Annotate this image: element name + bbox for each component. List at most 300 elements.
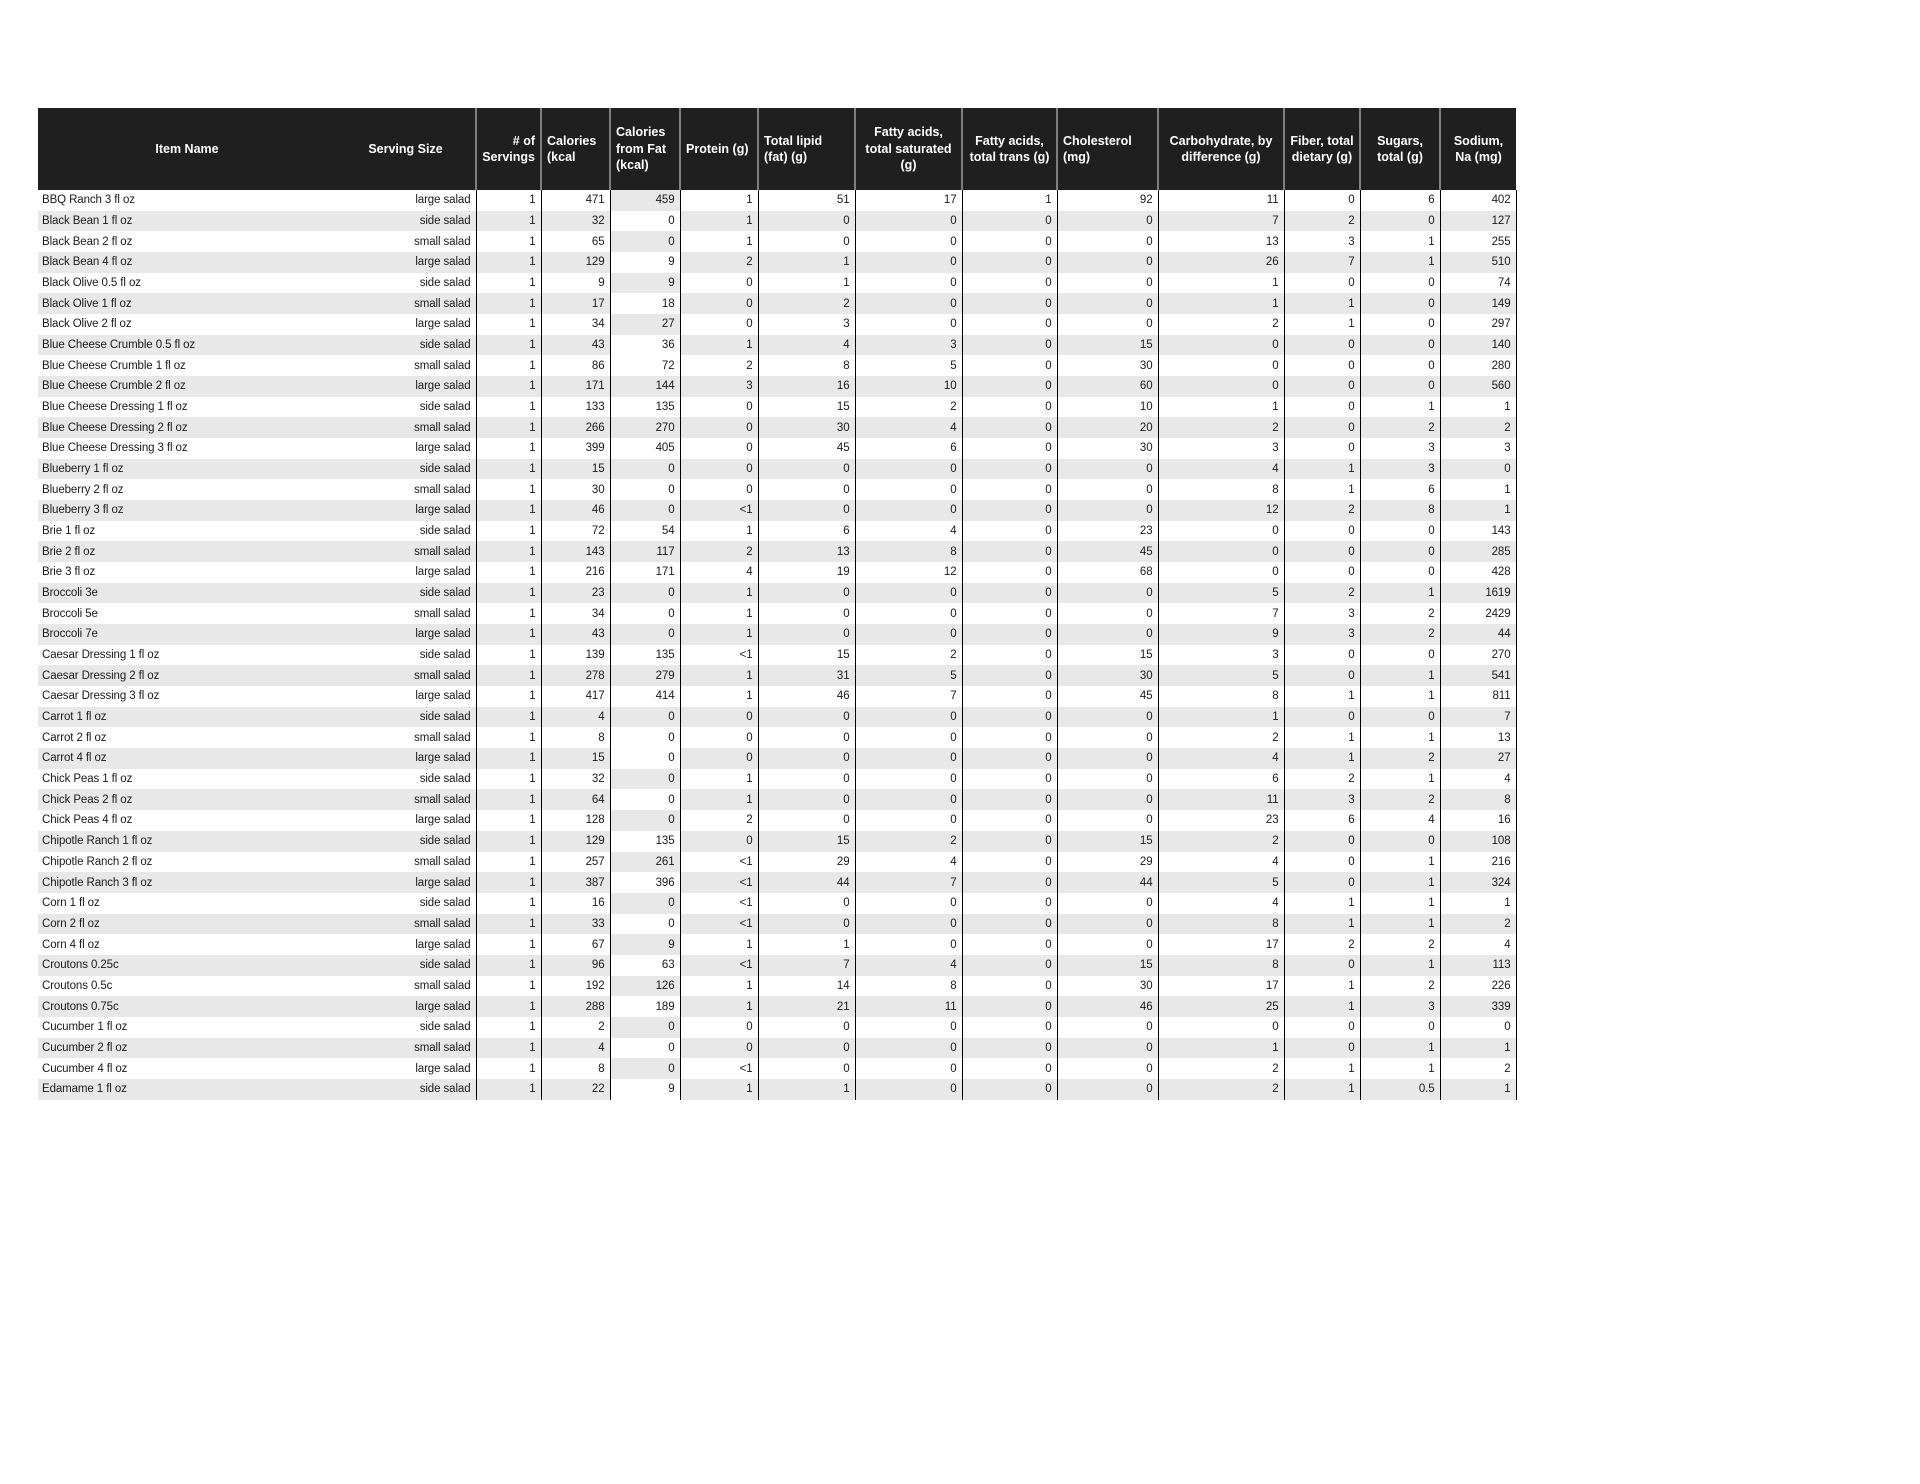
table-cell-calories-from-fat: 135 (610, 645, 680, 666)
table-cell-serving-size: small salad (336, 665, 476, 686)
table-cell-calories-from-fat: 396 (610, 872, 680, 893)
table-cell-num-servings: 1 (476, 872, 541, 893)
table-cell-total-lipid: 0 (758, 893, 855, 914)
table-cell-calories: 192 (541, 976, 610, 997)
table-cell-calories: 15 (541, 748, 610, 769)
table-cell-fiber: 1 (1284, 686, 1360, 707)
table-cell-serving-size: side salad (336, 1017, 476, 1038)
table-cell-serving-size: small salad (336, 479, 476, 500)
table-cell-num-servings: 1 (476, 397, 541, 418)
table-cell-sodium: 2429 (1440, 603, 1516, 624)
table-cell-sugars: 0 (1360, 273, 1440, 294)
item-name-cell: Blue Cheese Dressing 3 fl oz (38, 438, 336, 459)
table-cell-num-servings: 1 (476, 190, 541, 211)
table-cell-calories: 32 (541, 769, 610, 790)
table-cell-carbohydrate: 1 (1158, 397, 1284, 418)
table-cell-calories-from-fat: 0 (610, 914, 680, 935)
table-cell-protein: 0 (680, 273, 758, 294)
table-cell-fatty-acids-trans: 0 (962, 707, 1057, 728)
table-cell-sugars: 3 (1360, 459, 1440, 480)
table-cell-serving-size: large salad (336, 438, 476, 459)
table-cell-fatty-acids-saturated: 0 (855, 459, 962, 480)
table-cell-carbohydrate: 4 (1158, 459, 1284, 480)
table-cell-sugars: 3 (1360, 438, 1440, 459)
table-row (38, 769, 1516, 790)
table-cell-fatty-acids-trans: 0 (962, 273, 1057, 294)
table-cell-fiber: 0 (1284, 417, 1360, 438)
table-cell-fiber: 1 (1284, 996, 1360, 1017)
table-cell-sugars: 0 (1360, 355, 1440, 376)
item-name-cell: Blue Cheese Crumble 2 fl oz (38, 376, 336, 397)
table-cell-num-servings: 1 (476, 810, 541, 831)
table-cell-serving-size: large salad (336, 562, 476, 583)
table-cell-protein: 0 (680, 748, 758, 769)
table-cell-fatty-acids-saturated: 12 (855, 562, 962, 583)
table-cell-sodium: 280 (1440, 355, 1516, 376)
table-cell-fiber: 6 (1284, 810, 1360, 831)
table-cell-calories: 8 (541, 1058, 610, 1079)
table-cell-fatty-acids-trans: 0 (962, 872, 1057, 893)
table-cell-calories-from-fat: 0 (610, 1038, 680, 1059)
table-cell-sodium: 510 (1440, 252, 1516, 273)
table-cell-num-servings: 1 (476, 541, 541, 562)
table-cell-serving-size: side salad (336, 769, 476, 790)
table-cell-fatty-acids-saturated: 10 (855, 376, 962, 397)
table-cell-calories: 2 (541, 1017, 610, 1038)
table-cell-protein: 1 (680, 335, 758, 356)
table-cell-num-servings: 1 (476, 583, 541, 604)
table-cell-serving-size: side salad (336, 397, 476, 418)
table-cell-cholesterol: 0 (1057, 893, 1158, 914)
table-cell-fiber: 2 (1284, 500, 1360, 521)
table-cell-fatty-acids-trans: 0 (962, 252, 1057, 273)
table-cell-protein: 1 (680, 211, 758, 232)
table-cell-fiber: 0 (1284, 872, 1360, 893)
table-cell-fatty-acids-saturated: 7 (855, 872, 962, 893)
table-cell-protein: 0 (680, 1038, 758, 1059)
table-cell-sodium: 140 (1440, 335, 1516, 356)
table-cell-serving-size: large salad (336, 376, 476, 397)
table-cell-sugars: 1 (1360, 397, 1440, 418)
table-cell-carbohydrate: 7 (1158, 211, 1284, 232)
table-cell-sodium: 0 (1440, 1017, 1516, 1038)
table-cell-fatty-acids-trans: 0 (962, 541, 1057, 562)
table-row (38, 934, 1516, 955)
table-cell-sodium: 297 (1440, 314, 1516, 335)
table-cell-sodium: 13 (1440, 727, 1516, 748)
table-cell-fatty-acids-trans: 0 (962, 335, 1057, 356)
table-cell-total-lipid: 45 (758, 438, 855, 459)
item-name-cell: Corn 1 fl oz (38, 893, 336, 914)
table-cell-calories-from-fat: 135 (610, 397, 680, 418)
table-row (38, 355, 1516, 376)
table-cell-sodium: 74 (1440, 273, 1516, 294)
table-cell-total-lipid: 31 (758, 665, 855, 686)
table-cell-carbohydrate: 2 (1158, 1079, 1284, 1100)
table-cell-fatty-acids-trans: 0 (962, 521, 1057, 542)
table-cell-sugars: 1 (1360, 872, 1440, 893)
table-cell-fatty-acids-trans: 0 (962, 893, 1057, 914)
table-cell-carbohydrate: 5 (1158, 872, 1284, 893)
table-cell-total-lipid: 0 (758, 583, 855, 604)
table-cell-calories: 399 (541, 438, 610, 459)
table-cell-total-lipid: 0 (758, 769, 855, 790)
table-cell-sugars: 0 (1360, 1017, 1440, 1038)
table-cell-total-lipid: 0 (758, 727, 855, 748)
table-cell-sugars: 1 (1360, 686, 1440, 707)
table-cell-fiber: 1 (1284, 1058, 1360, 1079)
table-cell-sodium: 16 (1440, 810, 1516, 831)
table-cell-fatty-acids-saturated: 11 (855, 996, 962, 1017)
item-name-cell: Carrot 1 fl oz (38, 707, 336, 728)
table-cell-serving-size: large salad (336, 314, 476, 335)
table-cell-num-servings: 1 (476, 603, 541, 624)
item-name-cell: Corn 2 fl oz (38, 914, 336, 935)
table-cell-serving-size: large salad (336, 748, 476, 769)
table-cell-fatty-acids-saturated: 0 (855, 789, 962, 810)
table-cell-protein: 1 (680, 231, 758, 252)
item-name-cell: Corn 4 fl oz (38, 934, 336, 955)
table-cell-calories-from-fat: 0 (610, 1058, 680, 1079)
table-cell-calories-from-fat: 126 (610, 976, 680, 997)
table-cell-fatty-acids-trans: 0 (962, 376, 1057, 397)
column-header-protein: Protein (g) (680, 108, 758, 190)
table-cell-total-lipid: 44 (758, 872, 855, 893)
table-cell-serving-size: side salad (336, 211, 476, 232)
table-cell-protein: 1 (680, 624, 758, 645)
table-cell-total-lipid: 16 (758, 376, 855, 397)
table-cell-cholesterol: 0 (1057, 1079, 1158, 1100)
table-cell-fatty-acids-trans: 0 (962, 397, 1057, 418)
table-cell-protein: 0 (680, 293, 758, 314)
table-cell-calories: 86 (541, 355, 610, 376)
table-cell-total-lipid: 0 (758, 603, 855, 624)
table-cell-num-servings: 1 (476, 1058, 541, 1079)
table-cell-fatty-acids-saturated: 0 (855, 707, 962, 728)
table-cell-calories: 32 (541, 211, 610, 232)
table-cell-carbohydrate: 0 (1158, 335, 1284, 356)
table-cell-fatty-acids-trans: 0 (962, 976, 1057, 997)
table-cell-fatty-acids-trans: 0 (962, 748, 1057, 769)
table-cell-fatty-acids-saturated: 0 (855, 293, 962, 314)
table-cell-protein: 3 (680, 376, 758, 397)
item-name-cell: Broccoli 3e (38, 583, 336, 604)
table-cell-protein: 0 (680, 479, 758, 500)
table-cell-protein: 1 (680, 996, 758, 1017)
table-cell-serving-size: small salad (336, 417, 476, 438)
table-cell-num-servings: 1 (476, 376, 541, 397)
item-name-cell: Blueberry 1 fl oz (38, 459, 336, 480)
table-cell-calories-from-fat: 0 (610, 1017, 680, 1038)
table-cell-sodium: 143 (1440, 521, 1516, 542)
table-cell-sodium: 285 (1440, 541, 1516, 562)
item-name-cell: Black Bean 1 fl oz (38, 211, 336, 232)
table-cell-cholesterol: 0 (1057, 810, 1158, 831)
table-cell-calories-from-fat: 0 (610, 893, 680, 914)
item-name-cell: Cucumber 1 fl oz (38, 1017, 336, 1038)
table-cell-carbohydrate: 23 (1158, 810, 1284, 831)
table-cell-num-servings: 1 (476, 976, 541, 997)
table-cell-sugars: 1 (1360, 955, 1440, 976)
table-cell-fatty-acids-saturated: 4 (855, 852, 962, 873)
table-row (38, 293, 1516, 314)
table-cell-sugars: 0 (1360, 314, 1440, 335)
table-row (38, 707, 1516, 728)
table-cell-fatty-acids-trans: 0 (962, 769, 1057, 790)
table-cell-protein: 2 (680, 541, 758, 562)
table-cell-carbohydrate: 17 (1158, 976, 1284, 997)
table-cell-cholesterol: 0 (1057, 479, 1158, 500)
item-name-cell: Carrot 4 fl oz (38, 748, 336, 769)
table-row (38, 500, 1516, 521)
table-cell-serving-size: large salad (336, 252, 476, 273)
table-cell-calories-from-fat: 0 (610, 727, 680, 748)
table-cell-sugars: 1 (1360, 1038, 1440, 1059)
table-cell-carbohydrate: 9 (1158, 624, 1284, 645)
table-cell-fiber: 3 (1284, 624, 1360, 645)
table-cell-carbohydrate: 0 (1158, 355, 1284, 376)
table-cell-fatty-acids-saturated: 7 (855, 686, 962, 707)
table-cell-fiber: 1 (1284, 914, 1360, 935)
table-cell-serving-size: small salad (336, 355, 476, 376)
table-cell-sodium: 811 (1440, 686, 1516, 707)
table-cell-serving-size: large salad (336, 996, 476, 1017)
table-cell-cholesterol: 0 (1057, 314, 1158, 335)
table-cell-cholesterol: 45 (1057, 541, 1158, 562)
table-cell-sodium: 27 (1440, 748, 1516, 769)
table-cell-calories: 216 (541, 562, 610, 583)
table-cell-serving-size: small salad (336, 293, 476, 314)
table-cell-protein: <1 (680, 1058, 758, 1079)
table-cell-calories-from-fat: 9 (610, 1079, 680, 1100)
table-cell-fiber: 0 (1284, 645, 1360, 666)
table-cell-fatty-acids-saturated: 0 (855, 624, 962, 645)
table-cell-carbohydrate: 7 (1158, 603, 1284, 624)
table-cell-num-servings: 1 (476, 727, 541, 748)
table-cell-num-servings: 1 (476, 665, 541, 686)
table-row (38, 727, 1516, 748)
table-cell-fatty-acids-saturated: 0 (855, 1038, 962, 1059)
table-cell-calories-from-fat: 117 (610, 541, 680, 562)
table-cell-sugars: 2 (1360, 748, 1440, 769)
table-cell-fiber: 0 (1284, 438, 1360, 459)
table-cell-calories: 133 (541, 397, 610, 418)
table-cell-fatty-acids-saturated: 0 (855, 231, 962, 252)
table-cell-protein: <1 (680, 852, 758, 873)
table-cell-fatty-acids-trans: 0 (962, 831, 1057, 852)
table-cell-cholesterol: 0 (1057, 273, 1158, 294)
table-cell-cholesterol: 0 (1057, 1058, 1158, 1079)
table-cell-fiber: 2 (1284, 583, 1360, 604)
item-name-cell: Caesar Dressing 2 fl oz (38, 665, 336, 686)
table-cell-cholesterol: 15 (1057, 955, 1158, 976)
table-cell-cholesterol: 0 (1057, 748, 1158, 769)
table-cell-total-lipid: 13 (758, 541, 855, 562)
table-cell-carbohydrate: 0 (1158, 1017, 1284, 1038)
item-name-cell: Blue Cheese Crumble 1 fl oz (38, 355, 336, 376)
table-cell-calories: 33 (541, 914, 610, 935)
item-name-cell: Cucumber 4 fl oz (38, 1058, 336, 1079)
table-cell-fatty-acids-trans: 1 (962, 190, 1057, 211)
table-cell-calories-from-fat: 9 (610, 934, 680, 955)
table-cell-calories-from-fat: 189 (610, 996, 680, 1017)
table-cell-fiber: 0 (1284, 665, 1360, 686)
table-cell-protein: <1 (680, 872, 758, 893)
table-cell-sugars: 0.5 (1360, 1079, 1440, 1100)
table-cell-calories: 129 (541, 831, 610, 852)
table-cell-fatty-acids-trans: 0 (962, 479, 1057, 500)
table-cell-protein: 2 (680, 252, 758, 273)
table-cell-total-lipid: 0 (758, 231, 855, 252)
table-cell-carbohydrate: 4 (1158, 852, 1284, 873)
table-cell-total-lipid: 0 (758, 810, 855, 831)
table-cell-fiber: 1 (1284, 1079, 1360, 1100)
table-cell-total-lipid: 3 (758, 314, 855, 335)
table-cell-cholesterol: 23 (1057, 521, 1158, 542)
table-cell-serving-size: side salad (336, 893, 476, 914)
item-name-cell: Caesar Dressing 1 fl oz (38, 645, 336, 666)
table-cell-fatty-acids-saturated: 0 (855, 748, 962, 769)
table-cell-sodium: 1 (1440, 893, 1516, 914)
table-cell-fatty-acids-saturated: 0 (855, 727, 962, 748)
table-cell-fatty-acids-saturated: 3 (855, 335, 962, 356)
table-cell-total-lipid: 0 (758, 1038, 855, 1059)
table-row (38, 521, 1516, 542)
table-cell-calories-from-fat: 135 (610, 831, 680, 852)
table-cell-calories: 96 (541, 955, 610, 976)
table-cell-calories-from-fat: 0 (610, 583, 680, 604)
table-cell-calories-from-fat: 36 (610, 335, 680, 356)
table-cell-calories-from-fat: 18 (610, 293, 680, 314)
table-cell-sugars: 1 (1360, 583, 1440, 604)
table-cell-calories: 129 (541, 252, 610, 273)
table-cell-serving-size: small salad (336, 603, 476, 624)
table-cell-total-lipid: 30 (758, 417, 855, 438)
table-cell-serving-size: small salad (336, 976, 476, 997)
table-cell-fiber: 0 (1284, 335, 1360, 356)
table-cell-sodium: 0 (1440, 459, 1516, 480)
table-cell-serving-size: small salad (336, 789, 476, 810)
table-cell-fatty-acids-saturated: 0 (855, 769, 962, 790)
table-cell-serving-size: large salad (336, 686, 476, 707)
table-cell-num-servings: 1 (476, 645, 541, 666)
table-row (38, 996, 1516, 1017)
table-cell-sodium: 2 (1440, 914, 1516, 935)
table-cell-carbohydrate: 26 (1158, 252, 1284, 273)
table-cell-serving-size: small salad (336, 231, 476, 252)
table-cell-fiber: 1 (1284, 976, 1360, 997)
table-cell-sugars: 3 (1360, 996, 1440, 1017)
nutrition-table (38, 108, 1517, 1100)
table-cell-calories: 15 (541, 459, 610, 480)
table-cell-num-servings: 1 (476, 955, 541, 976)
table-row (38, 541, 1516, 562)
table-row (38, 1058, 1516, 1079)
table-cell-protein: 4 (680, 562, 758, 583)
table-cell-cholesterol: 0 (1057, 1017, 1158, 1038)
table-cell-sodium: 7 (1440, 707, 1516, 728)
table-cell-protein: <1 (680, 955, 758, 976)
table-cell-cholesterol: 15 (1057, 645, 1158, 666)
table-cell-total-lipid: 4 (758, 335, 855, 356)
table-cell-sugars: 1 (1360, 852, 1440, 873)
table-cell-fatty-acids-saturated: 6 (855, 438, 962, 459)
table-cell-fatty-acids-trans: 0 (962, 583, 1057, 604)
table-cell-protein: <1 (680, 500, 758, 521)
table-row (38, 831, 1516, 852)
table-cell-cholesterol: 30 (1057, 355, 1158, 376)
table-cell-calories-from-fat: 27 (610, 314, 680, 335)
table-cell-total-lipid: 15 (758, 397, 855, 418)
table-cell-fiber: 0 (1284, 521, 1360, 542)
table-cell-total-lipid: 0 (758, 707, 855, 728)
item-name-cell: Chick Peas 4 fl oz (38, 810, 336, 831)
table-cell-protein: <1 (680, 645, 758, 666)
column-header-calories-from-fat: Calories from Fat (kcal) (610, 108, 680, 190)
table-cell-num-servings: 1 (476, 769, 541, 790)
table-cell-total-lipid: 0 (758, 789, 855, 810)
table-row (38, 562, 1516, 583)
table-cell-calories-from-fat: 171 (610, 562, 680, 583)
table-cell-fatty-acids-trans: 0 (962, 624, 1057, 645)
table-cell-num-servings: 1 (476, 417, 541, 438)
item-name-cell: Black Olive 2 fl oz (38, 314, 336, 335)
table-cell-carbohydrate: 2 (1158, 831, 1284, 852)
table-row (38, 252, 1516, 273)
table-cell-calories-from-fat: 0 (610, 624, 680, 645)
table-cell-calories-from-fat: 0 (610, 479, 680, 500)
table-cell-carbohydrate: 1 (1158, 273, 1284, 294)
table-row (38, 893, 1516, 914)
table-row (38, 479, 1516, 500)
column-header-carbohydrate: Carbohydrate, by difference (g) (1158, 108, 1284, 190)
table-row (38, 914, 1516, 935)
table-cell-fatty-acids-saturated: 8 (855, 541, 962, 562)
table-cell-cholesterol: 10 (1057, 397, 1158, 418)
table-cell-calories: 17 (541, 293, 610, 314)
table-cell-calories: 43 (541, 624, 610, 645)
table-cell-carbohydrate: 0 (1158, 376, 1284, 397)
table-cell-calories-from-fat: 0 (610, 748, 680, 769)
table-cell-serving-size: side salad (336, 831, 476, 852)
table-cell-calories: 65 (541, 231, 610, 252)
table-cell-num-servings: 1 (476, 521, 541, 542)
table-cell-sugars: 1 (1360, 665, 1440, 686)
item-name-cell: Blueberry 2 fl oz (38, 479, 336, 500)
item-name-cell: Black Bean 4 fl oz (38, 252, 336, 273)
table-cell-total-lipid: 6 (758, 521, 855, 542)
table-cell-fatty-acids-saturated: 0 (855, 500, 962, 521)
table-cell-carbohydrate: 2 (1158, 727, 1284, 748)
table-cell-calories: 64 (541, 789, 610, 810)
table-cell-fiber: 0 (1284, 852, 1360, 873)
table-cell-calories-from-fat: 0 (610, 789, 680, 810)
table-cell-sugars: 0 (1360, 541, 1440, 562)
table-cell-sugars: 1 (1360, 727, 1440, 748)
table-cell-protein: 1 (680, 583, 758, 604)
table-cell-num-servings: 1 (476, 748, 541, 769)
table-cell-num-servings: 1 (476, 479, 541, 500)
column-header-num-servings: # of Servings (476, 108, 541, 190)
table-cell-fatty-acids-trans: 0 (962, 665, 1057, 686)
table-cell-cholesterol: 0 (1057, 934, 1158, 955)
table-cell-carbohydrate: 0 (1158, 562, 1284, 583)
table-cell-cholesterol: 44 (1057, 872, 1158, 893)
table-cell-total-lipid: 0 (758, 1017, 855, 1038)
table-cell-sugars: 0 (1360, 211, 1440, 232)
table-cell-fatty-acids-trans: 0 (962, 955, 1057, 976)
table-cell-sodium: 108 (1440, 831, 1516, 852)
